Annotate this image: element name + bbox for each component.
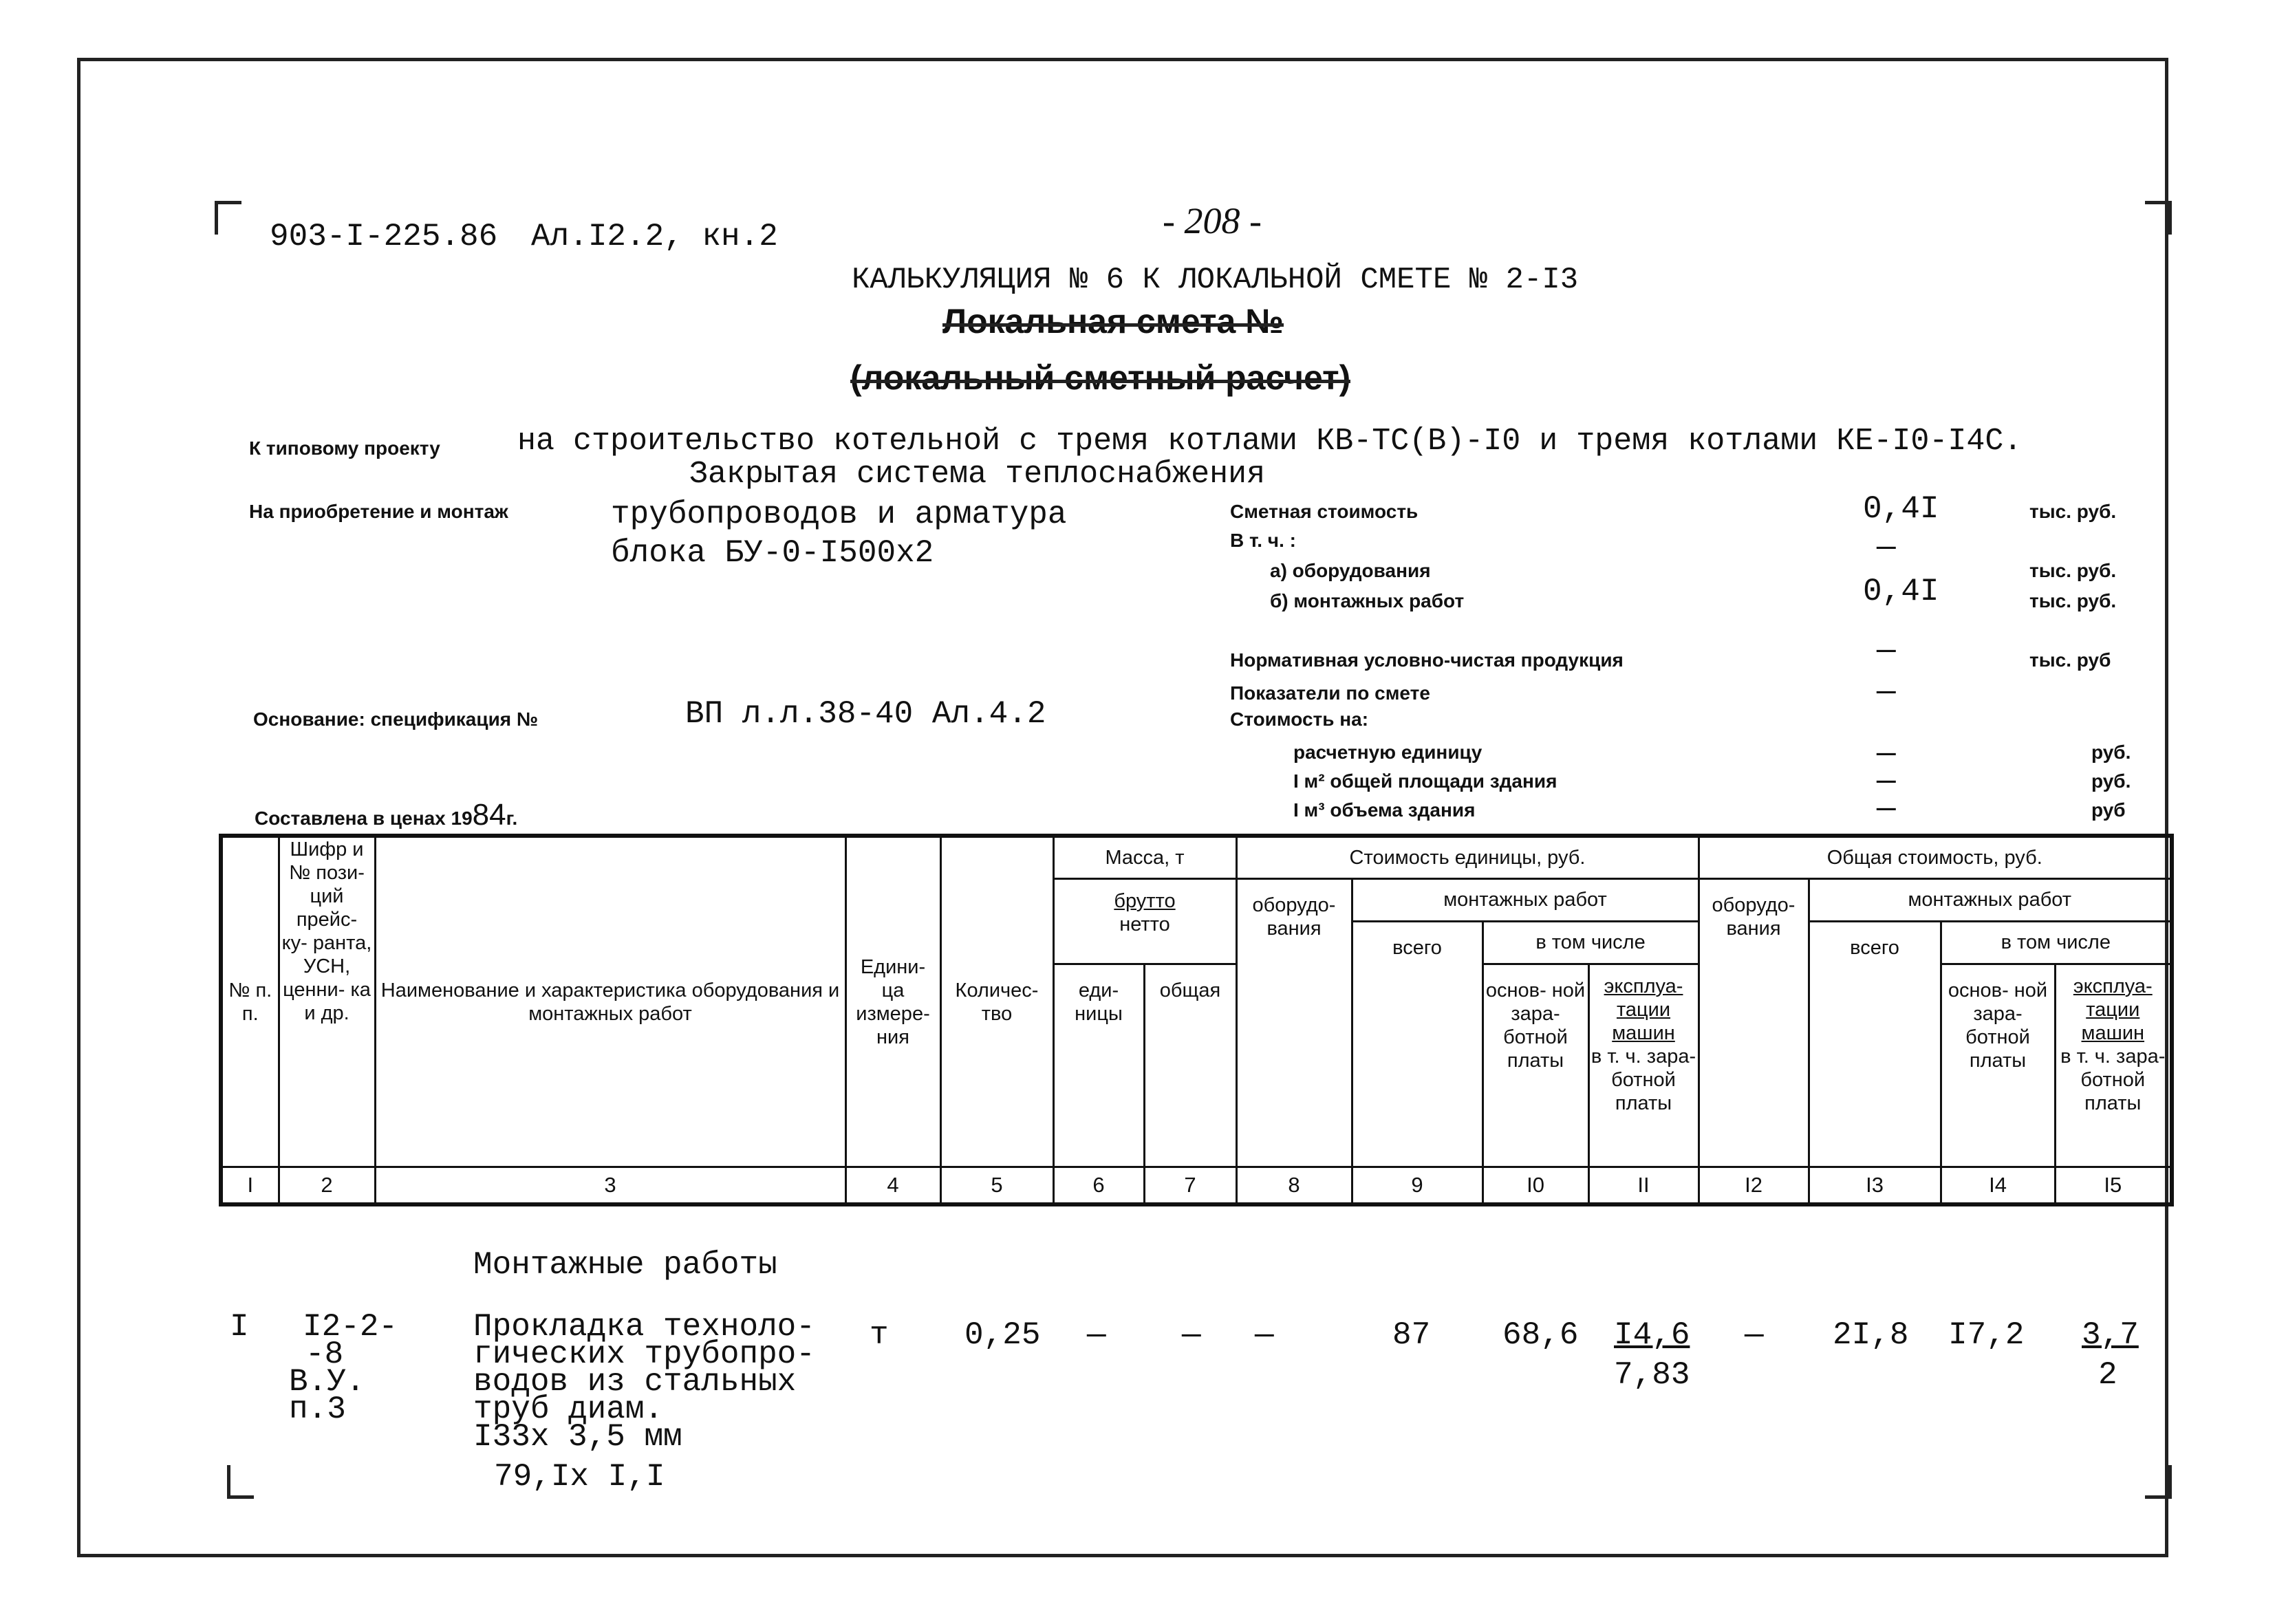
brutto-netto-header xyxy=(1053,878,1236,964)
column-number-3: 3 xyxy=(375,1167,845,1205)
per-unit-value: — xyxy=(1877,736,1896,772)
total-incl-header: в том числе xyxy=(1941,921,2172,964)
row-number: I xyxy=(230,1309,249,1345)
row-mass-total: — xyxy=(1182,1317,1201,1353)
purchase-text-line1: трубопроводов и арматура xyxy=(611,497,1067,532)
cost-per-label: Стоимость на: xyxy=(1230,708,1369,730)
incl-label: В т. ч. : xyxy=(1230,530,1296,551)
row-name-6: 79,Iх I,I xyxy=(494,1459,665,1495)
row-total-machines-wage: 2 xyxy=(2098,1357,2117,1393)
mass-header: Масса, т xyxy=(1053,836,1236,878)
per-area-value: — xyxy=(1877,764,1896,799)
install-cost-unit: тыс. руб. xyxy=(2029,590,2117,611)
unit-total-header: всего xyxy=(1352,921,1482,1167)
netto-label: нетто xyxy=(1119,913,1170,935)
total-machines-header xyxy=(2055,964,2172,1167)
per-unit-label: расчетную единицу xyxy=(1293,741,1482,763)
total-wage-header: основ- ной зара- ботной платы xyxy=(1941,964,2055,1167)
install-cost-label: б) монтажных работ xyxy=(1270,590,1465,611)
per-volume-value: — xyxy=(1877,791,1896,827)
row-mass-unit: — xyxy=(1087,1317,1106,1353)
struck-title-1: Локальная смета № xyxy=(942,302,1284,340)
equipment-cost-label: а) оборудования xyxy=(1270,560,1431,581)
total-cost-header: Общая стоимость, руб. xyxy=(1699,836,2172,878)
per-volume-unit: руб xyxy=(2091,799,2126,821)
col-mass-unit-header: еди- ницы xyxy=(1053,964,1144,1167)
row-code-4: п.3 xyxy=(289,1392,346,1427)
row-code-3: В.У. xyxy=(289,1364,365,1400)
col-mass-total-header: общая xyxy=(1144,964,1236,1167)
column-number-14: I4 xyxy=(1941,1167,2055,1205)
per-volume-label: I м³ объема здания xyxy=(1293,799,1476,821)
corner-mark-top-left xyxy=(215,201,241,235)
estimate-table-header xyxy=(219,834,2174,1206)
unit-equipment-header: оборудо- вания xyxy=(1236,878,1352,1167)
album-reference: Ал.I2.2, кн.2 xyxy=(531,219,778,255)
per-area-unit: руб. xyxy=(2091,770,2131,792)
row-unit-equipment: — xyxy=(1255,1317,1274,1353)
indicators-value: — xyxy=(1877,674,1896,710)
unit-machines-header xyxy=(1588,964,1699,1167)
col-quantity-header: Количес- тво xyxy=(940,836,1053,1167)
unit-cost-header: Стоимость единицы, руб. xyxy=(1236,836,1699,878)
project-text-line2: Закрытая система теплоснабжения xyxy=(689,457,1266,492)
unit-machines-label: эксплуа- тации машин xyxy=(1604,975,1683,1044)
total-machines-wage-label: в т. ч. зара- ботной платы xyxy=(2060,1045,2166,1114)
document-code: 903-I-225.86 xyxy=(270,219,498,255)
column-number-row xyxy=(221,1167,2172,1205)
section-title: Монтажные работы xyxy=(473,1247,777,1283)
purchase-label: На приобретение и монтаж xyxy=(249,501,508,522)
column-number-4: 4 xyxy=(845,1167,940,1205)
estimate-cost-label: Сметная стоимость xyxy=(1230,501,1419,522)
estimate-cost-value: 0,4I xyxy=(1863,491,1939,527)
total-install-header: монтажных работ xyxy=(1809,878,2172,921)
column-number-13: I3 xyxy=(1809,1167,1941,1205)
row-total-wage: I7,2 xyxy=(1948,1317,2025,1353)
col-number-header: № п. п. xyxy=(221,836,279,1167)
row-unit-machines-wage: 7,83 xyxy=(1614,1357,1690,1393)
column-number-15: I5 xyxy=(2055,1167,2172,1205)
corner-mark-bottom-right xyxy=(2145,1465,2172,1499)
struck-title-2: (локальный сметный расчет) xyxy=(850,358,1351,397)
row-unit: т xyxy=(870,1317,889,1353)
total-total-header: всего xyxy=(1809,921,1941,1167)
calculation-title: КАЛЬКУЛЯЦИЯ № 6 К ЛОКАЛЬНОЙ СМЕТЕ № 2-I3 xyxy=(852,263,1579,297)
row-unit-wage: 68,6 xyxy=(1502,1317,1579,1353)
equipment-cost-unit: тыс. руб. xyxy=(2029,560,2117,581)
column-number-5: 5 xyxy=(940,1167,1053,1205)
estimate-cost-unit: тыс. руб. xyxy=(2029,501,2117,522)
total-machines-label: эксплуа- тации машин xyxy=(2073,975,2153,1044)
column-number-10: I0 xyxy=(1482,1167,1588,1205)
row-name-5: I33х 3,5 мм xyxy=(473,1419,682,1455)
row-name-3: водов из стальных xyxy=(473,1364,797,1400)
column-number-11: II xyxy=(1588,1167,1699,1205)
column-number-8: 8 xyxy=(1236,1167,1352,1205)
corner-mark-bottom-left xyxy=(227,1465,254,1499)
brutto-label: брутто xyxy=(1114,889,1176,912)
unit-machines-wage-label: в т. ч. зара- ботной платы xyxy=(1591,1045,1696,1114)
row-name-2: гических трубопро- xyxy=(473,1336,815,1372)
normative-label: Нормативная условно-чистая продукция xyxy=(1230,649,1624,671)
page-number: - 208 - xyxy=(1163,200,1262,241)
corner-mark-top-right xyxy=(2145,201,2172,235)
unit-incl-header: в том числе xyxy=(1482,921,1699,964)
basis-text: ВП л.л.38-40 Ал.4.2 xyxy=(685,696,1046,732)
install-cost-value: 0,4I xyxy=(1863,574,1939,609)
column-number-1: I xyxy=(221,1167,279,1205)
row-code-1: I2-2- xyxy=(303,1309,398,1345)
row-unit-machines: I4,6 xyxy=(1614,1317,1690,1353)
row-quantity: 0,25 xyxy=(964,1317,1041,1353)
row-total-install: 2I,8 xyxy=(1833,1317,1909,1353)
col-name-header: Наименование и характеристика оборудования и монтажных работ xyxy=(375,836,845,1167)
indicators-label: Показатели по смете xyxy=(1230,682,1430,704)
equipment-cost-value: — xyxy=(1877,530,1896,565)
prices-label: Составлена в ценах 1984г. xyxy=(255,798,518,832)
row-unit-install-total: 87 xyxy=(1392,1317,1431,1353)
project-text-line1: на строительство котельной с тремя котлами КВ-ТС(В)-I0 и тремя котлами КЕ-I0-I4С. xyxy=(517,424,2023,459)
row-total-equipment: — xyxy=(1745,1317,1764,1353)
per-unit-unit: руб. xyxy=(2091,741,2131,763)
row-total-machines: 3,7 xyxy=(2082,1317,2139,1353)
col-unit-header: Едини- ца измере- ния xyxy=(845,836,940,1167)
row-code-2: -8 xyxy=(305,1336,344,1372)
column-number-6: 6 xyxy=(1053,1167,1144,1205)
column-number-2: 2 xyxy=(279,1167,375,1205)
col-code-header: Шифр и № пози- ций прейс- ку- ранта, УСН, ценни- ка и др. xyxy=(279,836,375,1167)
row-name-4: труб диам. xyxy=(473,1392,664,1427)
column-number-9: 9 xyxy=(1352,1167,1482,1205)
column-number-12: I2 xyxy=(1699,1167,1809,1205)
purchase-text-line2: блока БУ-0-I500х2 xyxy=(611,535,934,571)
column-number-7: 7 xyxy=(1144,1167,1236,1205)
basis-label: Основание: спецификация № xyxy=(253,708,539,730)
per-area-label: I м² общей площади здания xyxy=(1293,770,1557,792)
unit-wage-header: основ- ной зара- ботной платы xyxy=(1482,964,1588,1167)
normative-unit: тыс. руб xyxy=(2029,649,2111,671)
unit-install-header: монтажных работ xyxy=(1352,878,1699,921)
row-name-1: Прокладка техноло- xyxy=(473,1309,815,1345)
project-label: К типовому проекту xyxy=(249,437,440,459)
total-equipment-header: оборудо- вания xyxy=(1699,878,1809,1167)
normative-value: — xyxy=(1877,633,1896,669)
